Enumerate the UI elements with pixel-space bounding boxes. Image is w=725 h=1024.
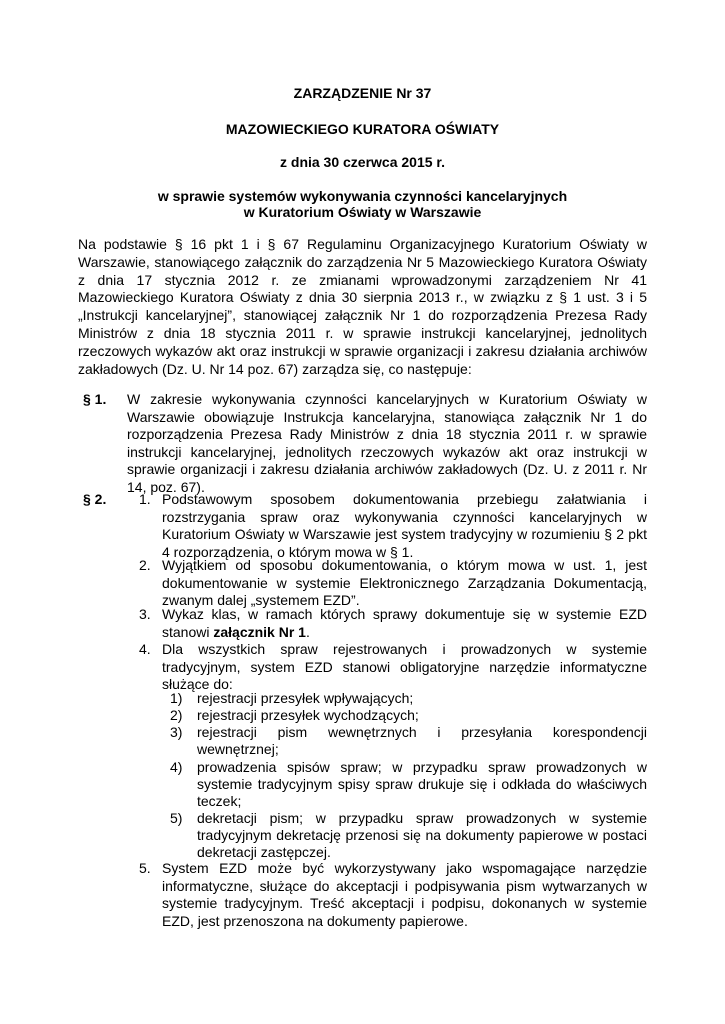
- item-text: Podstawowym sposobem dokumentowania przebiegu załatwiania i rozstrzygania spraw oraz wykonywania czynności kancelaryjnych w Kuratorium Oświaty w Warszawie jest system tradycyjny w rozumieniu § 2 pkt 4 rozporządzenia, o którym mowa w § 1.: [162, 491, 647, 560]
- item-text: Dla wszystkich spraw rejestrowanych i prowadzonych w systemie tradycyjnym, system EZD stanowi obligatoryjne narzędzie informatyczne służące do:: [162, 641, 647, 693]
- sub-item-number: 3): [170, 724, 183, 740]
- document-title: ZARZĄDZENIE Nr 37: [293, 85, 432, 101]
- attachment-reference: załącznik Nr 1: [213, 623, 306, 640]
- sub-item-text: dekretacji pism; w przypadku spraw prowadzonych w systemie tradycyjnym dekretację przenosi się na dokumenty papierowe w postaci dekretacji zastępczej.: [197, 810, 647, 861]
- item-text-part: .: [305, 623, 310, 640]
- sub-item-text: rejestracji przesyłek wychodzących;: [197, 707, 419, 723]
- section-1-label: § 1.: [83, 391, 107, 407]
- item-number: 3.: [139, 606, 151, 622]
- item-text: Wyjątkiem od sposobu dokumentowania, o którym mowa w ust. 1, jest dokumentowanie w systemie Elektronicznego Zarządzania Dokumentacją, zwanym dalej „systemem EZD”.: [162, 557, 647, 609]
- sub-item-number: 5): [170, 810, 183, 826]
- item-number: 5.: [139, 860, 151, 876]
- document-date: z dnia 30 czerwca 2015 r.: [280, 154, 445, 170]
- section-2-label: § 2.: [83, 491, 107, 507]
- sub-item-text: prowadzenia spisów spraw; w przypadku spraw prowadzonych w systemie tradycyjnym spisy spraw drukuje się i odkłada do właściwych teczek;: [197, 759, 647, 810]
- sub-item-number: 1): [170, 690, 183, 706]
- sub-item-text: rejestracji pism wewnętrznych i przesyłania korespondencji wewnętrznej;: [197, 724, 647, 758]
- item-text-part: Wykaz klas, w ramach których sprawy dokumentuje się w systemie EZD stanowi: [162, 606, 647, 640]
- section-1-text: W zakresie wykonywania czynności kancelaryjnych w Kuratorium Oświaty w Warszawie obowiązuje Instrukcja kancelaryjna, stanowiąca załącznik Nr 1 do rozporządzenia Prezesa Rady Ministrów z dnia 18 stycznia 2011 r. w sprawie instrukcji kancelaryjnej, jednolitych rzeczowych wykazów akt oraz instrukcji w sprawie organizacji i zakresu działania archiwów zakładowych (Dz. U. z 2011 r. Nr 14, poz. 67).: [127, 391, 647, 495]
- item-number: 4.: [139, 641, 151, 657]
- sub-item-number: 4): [170, 759, 183, 775]
- item-text: [162, 606, 647, 641]
- sub-item-text: rejestracji przesyłek wpływających;: [197, 690, 414, 706]
- issuing-authority: MAZOWIECKIEGO KURATORA OŚWIATY: [225, 121, 500, 137]
- sub-item-number: 2): [170, 707, 183, 723]
- item-number: 2.: [139, 557, 151, 573]
- item-number: 1.: [139, 491, 151, 507]
- item-text: System EZD może być wykorzystywany jako wspomagające narzędzie informatyczne, służące do akceptacji i podpisywania pism wytwarzanych w systemie tradycyjnym. Treść akceptacji i podpisu, dokonanych w systemie EZD, jest przenoszona na dokumenty papierowe.: [162, 860, 647, 929]
- subject-line-2: w Kuratorium Oświaty w Warszawie: [243, 204, 482, 220]
- subject-line-1: w sprawie systemów wykonywania czynności kancelaryjnych: [157, 188, 568, 204]
- legal-basis-paragraph: Na podstawie § 16 pkt 1 i § 67 Regulaminu Organizacyjnego Kuratorium Oświaty w Warszawie, stanowiącego załącznik do zarządzenia Nr 5 Mazowieckiego Kuratora Oświaty z dnia 17 stycznia 2012 r. ze zmianami wprowadzonymi zarządzeniem Nr 41 Mazowieckiego Kuratora Oświaty z dnia 30 sierpnia 2013 r., w związku z § 1 ust. 3 i 5 „Instrukcji kancelaryjnej”, stanowiącej załącznik Nr 1 do rozporządzenia Prezesa Rady Ministrów z dnia 18 stycznia 2011 r. w sprawie instrukcji kancelaryjnej, jednolitych rzeczowych wykazów akt oraz instrukcji w sprawie organizacji i zakresu działania archiwów zakładowych (Dz. U. Nr 14 poz. 67) zarządza się, co następuje:: [78, 236, 647, 377]
